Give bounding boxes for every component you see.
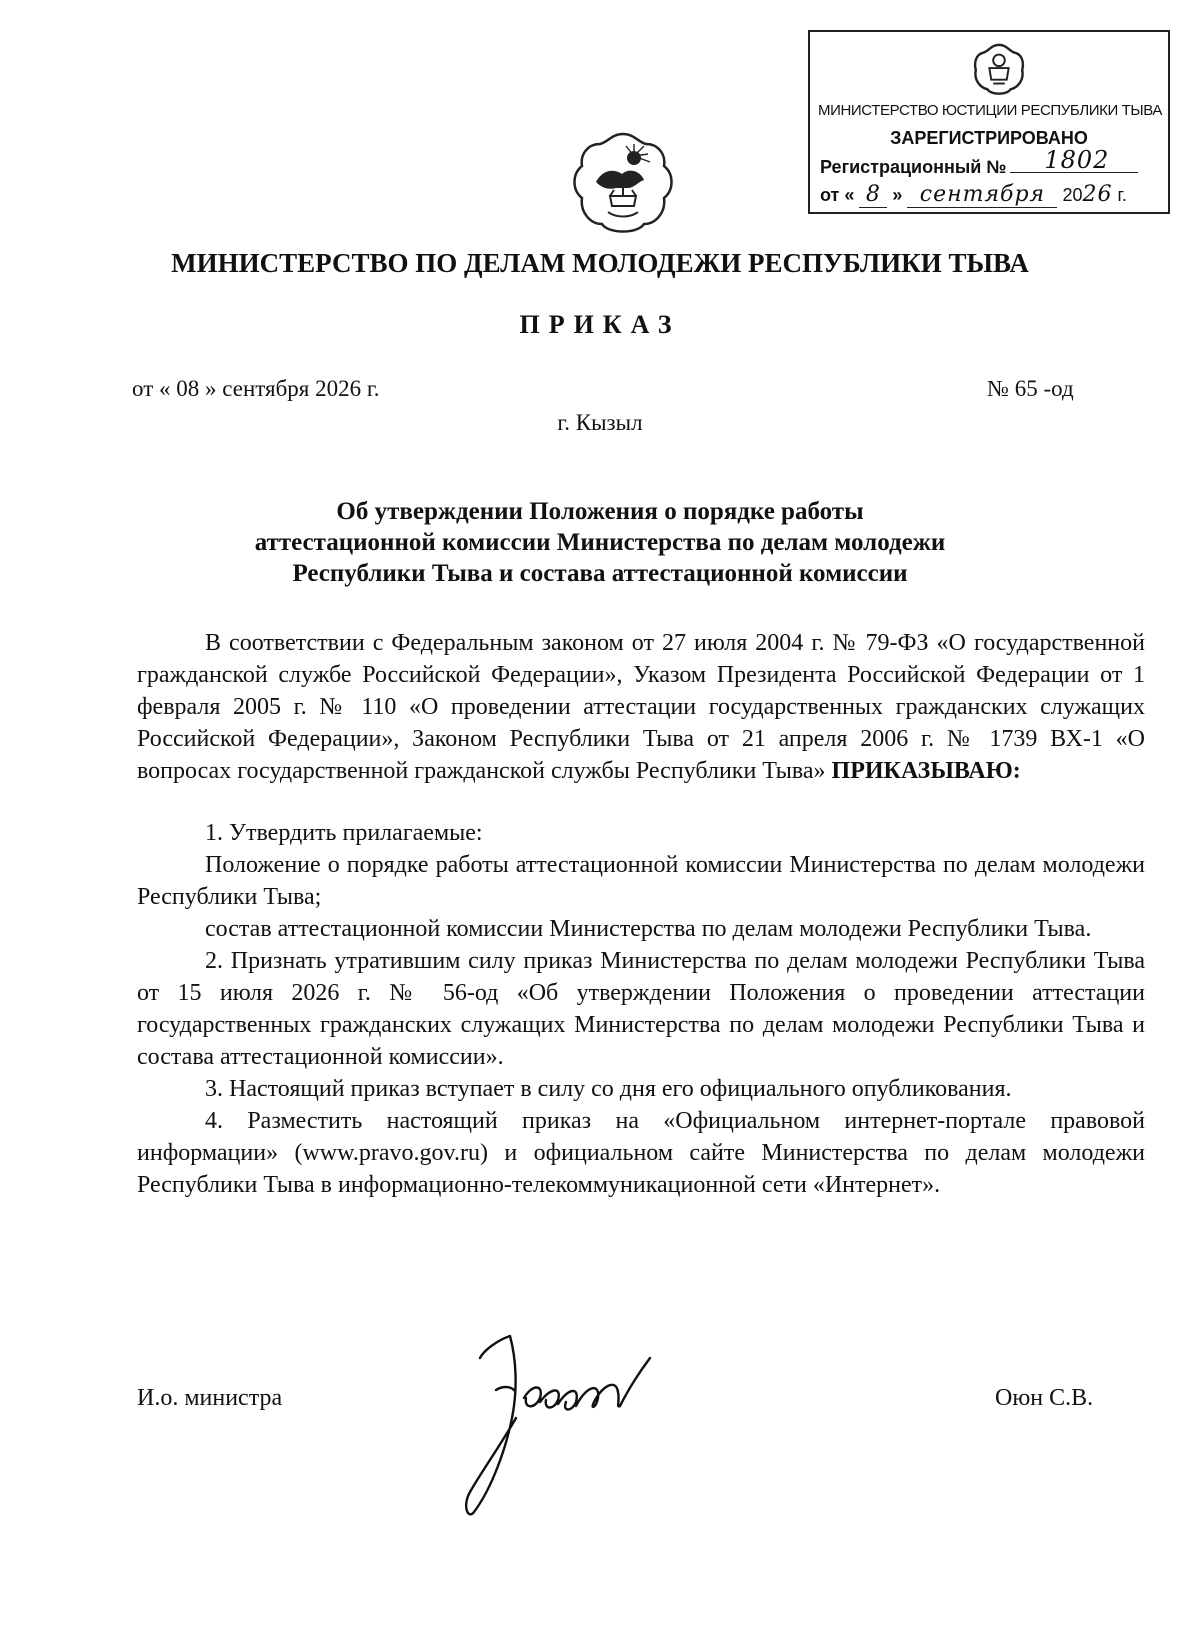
stamp-registration-number [820,146,1138,178]
stamp-date-year-suffix: 26 [1082,182,1113,207]
handwritten-signature [440,1328,740,1528]
document-number: № 65 -од [987,376,1074,401]
item-1: 1. Утвердить прилагаемые: [205,820,483,846]
stamp-date [820,182,1127,208]
stamp-date-mid: » [892,185,903,205]
stamp-date-prefix: от « [820,185,855,205]
item-2: 2. Признать утратившим силу приказ Министерства по делам молодежи Республики Тыва от 15 июля 2026 г. № 56-од «Об утверждении Положения о проведении аттестации государственных гражданских служащих Министерства по делам молодежи Республики Тыва и состава аттестационной комиссии». [137,948,1145,1070]
stamp-number-label: Регистрационный № [820,157,1007,177]
stamp-emblem-icon [970,40,1028,100]
item-3: 3. Настоящий приказ вступает в силу со дня его официального опубликования. [205,1076,1012,1102]
item-1b: состав аттестационной комиссии Министерства по делам молодежи Республики Тыва. [205,916,1092,942]
coat-of-arms-icon [568,130,678,238]
title-line-3: Республики Тыва и состава аттестационной комиссии [292,560,908,587]
preamble-text: В соответствии с Федеральным законом от 27 июля 2004 г. № 79-ФЗ «О государственной гражданской службе Российской Федерации», Указом Президента Российской Федерации от 1 февраля 2005 г. № 110 «О проведении аттестации государственных гражданских служащих Российской Федерации», Законом Республики Тыва от 21 апреля 2006 г. № 1739 ВХ-1 «О вопросах государственной гражданской службы Республики Тыва» [137,630,1145,784]
item-4: 4. Разместить настоящий приказ на «Официальном интернет-портале правовой информации» (www.pravo.gov.ru) и официальном сайте Министерства по делам молодежи Республики Тыва в информационно-телекоммуникационной сети «Интернет». [137,1108,1145,1198]
document-body [137,627,1145,1201]
title-line-2: аттестационной комиссии Министерства по делам молодежи [254,529,946,556]
organization-name: МИНИСТЕРСТВО ПО ДЕЛАМ МОЛОДЕЖИ РЕСПУБЛИКИ ТЫВА [171,248,1029,278]
title-line-1: Об утверждении Положения о порядке работы [336,498,864,525]
item-1a: Положение о порядке работы аттестационной комиссии Министерства по делам молодежи Республики Тыва; [137,852,1145,910]
stamp-date-year-prefix: 20 [1062,185,1083,205]
stamp-status: ЗАРЕГИСТРИРОВАНО [890,128,1088,148]
document-city: г. Кызыл [557,410,643,435]
preamble-paragraph [137,627,1145,787]
signatory-position: И.о. министра [137,1385,283,1411]
stamp-number-value: 1802 [1044,146,1110,174]
signatory-name: Оюн С.В. [995,1385,1094,1411]
stamp-ministry-name: МИНИСТЕРСТВО ЮСТИЦИИ РЕСПУБЛИКИ ТЫВА [818,102,1163,119]
stamp-date-day: 8 [859,182,887,208]
stamp-date-suffix: г. [1117,185,1127,205]
stamp-date-month: сентября [907,182,1057,208]
document-date: от « 08 » сентября 2026 г. [132,376,380,401]
command-word: ПРИКАЗЫВАЮ: [831,758,1021,784]
document-type: ПРИКАЗ [519,310,681,339]
registration-stamp [808,30,1170,214]
document-title [0,496,1200,589]
